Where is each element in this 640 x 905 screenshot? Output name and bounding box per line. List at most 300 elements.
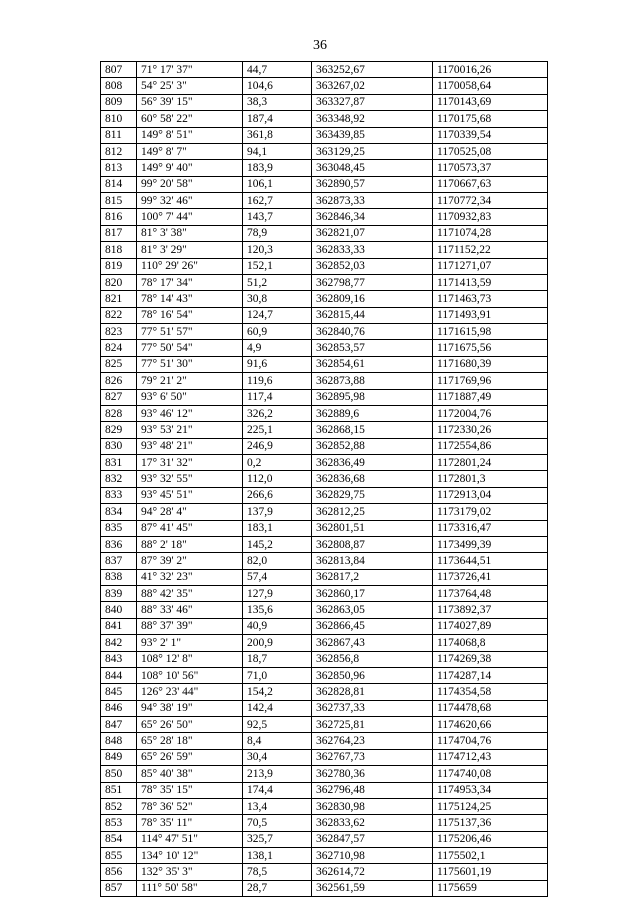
point-number-cell: 844	[101, 667, 137, 683]
distance-cell: 143,7	[243, 209, 312, 225]
distance-cell: 4,9	[243, 340, 312, 356]
x-coordinate-cell: 362868,15	[312, 422, 433, 438]
angle-cell: 126° 23' 44"	[137, 684, 243, 700]
point-number-cell: 825	[101, 356, 137, 372]
y-coordinate-cell: 1172554,86	[433, 438, 548, 454]
angle-cell: 78° 35' 15"	[137, 782, 243, 798]
table-row	[101, 242, 548, 258]
distance-cell: 78,9	[243, 225, 312, 241]
point-number-cell: 807	[101, 62, 137, 78]
distance-cell: 183,1	[243, 520, 312, 536]
point-number-cell: 810	[101, 111, 137, 127]
x-coordinate-cell: 362725,81	[312, 717, 433, 733]
table-row	[101, 422, 548, 438]
point-number-cell: 834	[101, 504, 137, 520]
point-number-cell: 814	[101, 176, 137, 192]
page-number: 36	[313, 38, 327, 53]
x-coordinate-cell: 362895,98	[312, 389, 433, 405]
y-coordinate-cell: 1173644,51	[433, 553, 548, 569]
point-number-cell: 846	[101, 700, 137, 716]
y-coordinate-cell: 1171271,07	[433, 258, 548, 274]
distance-cell: 138,1	[243, 848, 312, 864]
point-number-cell: 845	[101, 684, 137, 700]
distance-cell: 60,9	[243, 324, 312, 340]
distance-cell: 127,9	[243, 586, 312, 602]
x-coordinate-cell: 362890,57	[312, 176, 433, 192]
distance-cell: 187,4	[243, 111, 312, 127]
y-coordinate-cell: 1171769,96	[433, 373, 548, 389]
angle-cell: 65° 26' 59"	[137, 749, 243, 765]
x-coordinate-cell: 362854,61	[312, 356, 433, 372]
point-number-cell: 853	[101, 815, 137, 831]
point-number-cell: 833	[101, 487, 137, 503]
distance-cell: 30,8	[243, 291, 312, 307]
y-coordinate-cell: 1172330,26	[433, 422, 548, 438]
distance-cell: 38,3	[243, 94, 312, 110]
table-row	[101, 831, 548, 847]
distance-cell: 183,9	[243, 160, 312, 176]
angle-cell: 88° 37' 39"	[137, 618, 243, 634]
point-number-cell: 809	[101, 94, 137, 110]
angle-cell: 78° 36' 52"	[137, 798, 243, 814]
angle-cell: 88° 2' 18"	[137, 536, 243, 552]
table-row	[101, 209, 548, 225]
angle-cell: 149° 8' 51"	[137, 127, 243, 143]
y-coordinate-cell: 1173726,41	[433, 569, 548, 585]
distance-cell: 70,5	[243, 815, 312, 831]
angle-cell: 41° 32' 23"	[137, 569, 243, 585]
distance-cell: 145,2	[243, 536, 312, 552]
y-coordinate-cell: 1174027,89	[433, 618, 548, 634]
table-row	[101, 291, 548, 307]
point-number-cell: 830	[101, 438, 137, 454]
y-coordinate-cell: 1174478,68	[433, 700, 548, 716]
point-number-cell: 848	[101, 733, 137, 749]
table-row	[101, 717, 548, 733]
table-row	[101, 520, 548, 536]
angle-cell: 108° 10' 56"	[137, 667, 243, 683]
distance-cell: 119,6	[243, 373, 312, 389]
y-coordinate-cell: 1173316,47	[433, 520, 548, 536]
table-row	[101, 307, 548, 323]
y-coordinate-cell: 1173892,37	[433, 602, 548, 618]
x-coordinate-cell: 362836,68	[312, 471, 433, 487]
distance-cell: 135,6	[243, 602, 312, 618]
x-coordinate-cell: 363048,45	[312, 160, 433, 176]
point-number-cell: 855	[101, 848, 137, 864]
x-coordinate-cell: 362863,05	[312, 602, 433, 618]
angle-cell: 149° 8' 7"	[137, 143, 243, 159]
point-number-cell: 836	[101, 536, 137, 552]
table-row	[101, 258, 548, 274]
y-coordinate-cell: 1170339,54	[433, 127, 548, 143]
distance-cell: 78,5	[243, 864, 312, 880]
angle-cell: 87° 39' 2"	[137, 553, 243, 569]
point-number-cell: 817	[101, 225, 137, 241]
y-coordinate-cell: 1171615,98	[433, 324, 548, 340]
angle-cell: 114° 47' 51"	[137, 831, 243, 847]
distance-cell: 13,4	[243, 798, 312, 814]
y-coordinate-cell: 1172913,04	[433, 487, 548, 503]
point-number-cell: 837	[101, 553, 137, 569]
table-row	[101, 438, 548, 454]
distance-cell: 137,9	[243, 504, 312, 520]
x-coordinate-cell: 362764,23	[312, 733, 433, 749]
point-number-cell: 829	[101, 422, 137, 438]
distance-cell: 154,2	[243, 684, 312, 700]
angle-cell: 134° 10' 12"	[137, 848, 243, 864]
table-row	[101, 766, 548, 782]
table-row	[101, 635, 548, 651]
y-coordinate-cell: 1171680,39	[433, 356, 548, 372]
distance-cell: 106,1	[243, 176, 312, 192]
distance-cell: 44,7	[243, 62, 312, 78]
point-number-cell: 820	[101, 274, 137, 290]
point-number-cell: 821	[101, 291, 137, 307]
table-row	[101, 848, 548, 864]
x-coordinate-cell: 362846,34	[312, 209, 433, 225]
angle-cell: 77° 50' 54"	[137, 340, 243, 356]
x-coordinate-cell: 362710,98	[312, 848, 433, 864]
distance-cell: 142,4	[243, 700, 312, 716]
y-coordinate-cell: 1172004,76	[433, 405, 548, 421]
distance-cell: 246,9	[243, 438, 312, 454]
angle-cell: 93° 48' 21"	[137, 438, 243, 454]
x-coordinate-cell: 362853,57	[312, 340, 433, 356]
angle-cell: 94° 28' 4"	[137, 504, 243, 520]
angle-cell: 65° 28' 18"	[137, 733, 243, 749]
table-row	[101, 471, 548, 487]
angle-cell: 85° 40' 38"	[137, 766, 243, 782]
x-coordinate-cell: 362840,76	[312, 324, 433, 340]
table-row	[101, 684, 548, 700]
distance-cell: 124,7	[243, 307, 312, 323]
x-coordinate-cell: 363327,87	[312, 94, 433, 110]
distance-cell: 8,4	[243, 733, 312, 749]
x-coordinate-cell: 362829,75	[312, 487, 433, 503]
x-coordinate-cell: 363267,02	[312, 78, 433, 94]
x-coordinate-cell: 362614,72	[312, 864, 433, 880]
point-number-cell: 857	[101, 880, 137, 896]
y-coordinate-cell: 1175659	[433, 880, 548, 896]
y-coordinate-cell: 1170016,26	[433, 62, 548, 78]
x-coordinate-cell: 362561,59	[312, 880, 433, 896]
distance-cell: 200,9	[243, 635, 312, 651]
table-row	[101, 504, 548, 520]
distance-cell: 120,3	[243, 242, 312, 258]
table-row	[101, 356, 548, 372]
y-coordinate-cell: 1174354,58	[433, 684, 548, 700]
y-coordinate-cell: 1175206,46	[433, 831, 548, 847]
x-coordinate-cell: 362856,8	[312, 651, 433, 667]
y-coordinate-cell: 1175601,19	[433, 864, 548, 880]
distance-cell: 92,5	[243, 717, 312, 733]
point-number-cell: 842	[101, 635, 137, 651]
angle-cell: 56° 39' 15"	[137, 94, 243, 110]
angle-cell: 93° 53' 21"	[137, 422, 243, 438]
point-number-cell: 850	[101, 766, 137, 782]
table-row	[101, 602, 548, 618]
distance-cell: 117,4	[243, 389, 312, 405]
x-coordinate-cell: 363348,92	[312, 111, 433, 127]
x-coordinate-cell: 362873,33	[312, 193, 433, 209]
distance-cell: 326,2	[243, 405, 312, 421]
x-coordinate-cell: 362809,16	[312, 291, 433, 307]
angle-cell: 94° 38' 19"	[137, 700, 243, 716]
x-coordinate-cell: 362828,81	[312, 684, 433, 700]
x-coordinate-cell: 362780,36	[312, 766, 433, 782]
x-coordinate-cell: 362836,49	[312, 455, 433, 471]
point-number-cell: 843	[101, 651, 137, 667]
angle-cell: 79° 21' 2"	[137, 373, 243, 389]
x-coordinate-cell: 362833,62	[312, 815, 433, 831]
y-coordinate-cell: 1170058,64	[433, 78, 548, 94]
y-coordinate-cell: 1171413,59	[433, 274, 548, 290]
point-number-cell: 808	[101, 78, 137, 94]
x-coordinate-cell: 362867,43	[312, 635, 433, 651]
table-row	[101, 569, 548, 585]
table-row	[101, 225, 548, 241]
y-coordinate-cell: 1170667,63	[433, 176, 548, 192]
table-row	[101, 733, 548, 749]
angle-cell: 93° 32' 55"	[137, 471, 243, 487]
point-number-cell: 839	[101, 586, 137, 602]
x-coordinate-cell: 362833,33	[312, 242, 433, 258]
angle-cell: 81° 3' 29"	[137, 242, 243, 258]
y-coordinate-cell: 1174620,66	[433, 717, 548, 733]
y-coordinate-cell: 1175124,25	[433, 798, 548, 814]
y-coordinate-cell: 1170932,83	[433, 209, 548, 225]
angle-cell: 78° 16' 54"	[137, 307, 243, 323]
angle-cell: 99° 20' 58"	[137, 176, 243, 192]
angle-cell: 93° 45' 51"	[137, 487, 243, 503]
table-row	[101, 798, 548, 814]
angle-cell: 149° 9' 40"	[137, 160, 243, 176]
table-row	[101, 373, 548, 389]
x-coordinate-cell: 363439,85	[312, 127, 433, 143]
coordinates-table	[100, 61, 548, 897]
distance-cell: 40,9	[243, 618, 312, 634]
angle-cell: 108° 12' 8"	[137, 651, 243, 667]
angle-cell: 132° 35' 3"	[137, 864, 243, 880]
y-coordinate-cell: 1171675,56	[433, 340, 548, 356]
y-coordinate-cell: 1173764,48	[433, 586, 548, 602]
angle-cell: 88° 33' 46"	[137, 602, 243, 618]
table-row	[101, 111, 548, 127]
point-number-cell: 847	[101, 717, 137, 733]
table-row	[101, 62, 548, 78]
x-coordinate-cell: 363252,67	[312, 62, 433, 78]
x-coordinate-cell: 362801,51	[312, 520, 433, 536]
distance-cell: 94,1	[243, 143, 312, 159]
table-row	[101, 487, 548, 503]
y-coordinate-cell: 1170772,34	[433, 193, 548, 209]
table-row	[101, 340, 548, 356]
angle-cell: 100° 7' 44"	[137, 209, 243, 225]
x-coordinate-cell: 362873,88	[312, 373, 433, 389]
point-number-cell: 827	[101, 389, 137, 405]
x-coordinate-cell: 362798,77	[312, 274, 433, 290]
angle-cell: 78° 14' 43"	[137, 291, 243, 307]
distance-cell: 225,1	[243, 422, 312, 438]
x-coordinate-cell: 362767,73	[312, 749, 433, 765]
distance-cell: 104,6	[243, 78, 312, 94]
distance-cell: 82,0	[243, 553, 312, 569]
distance-cell: 213,9	[243, 766, 312, 782]
y-coordinate-cell: 1171074,28	[433, 225, 548, 241]
x-coordinate-cell: 362821,07	[312, 225, 433, 241]
y-coordinate-cell: 1174740,08	[433, 766, 548, 782]
point-number-cell: 849	[101, 749, 137, 765]
x-coordinate-cell: 362812,25	[312, 504, 433, 520]
angle-cell: 60° 58' 22"	[137, 111, 243, 127]
y-coordinate-cell: 1170525,08	[433, 143, 548, 159]
distance-cell: 71,0	[243, 667, 312, 683]
point-number-cell: 815	[101, 193, 137, 209]
table-row	[101, 176, 548, 192]
point-number-cell: 852	[101, 798, 137, 814]
point-number-cell: 819	[101, 258, 137, 274]
y-coordinate-cell: 1171493,91	[433, 307, 548, 323]
angle-cell: 110° 29' 26"	[137, 258, 243, 274]
angle-cell: 88° 42' 35"	[137, 586, 243, 602]
angle-cell: 93° 2' 1"	[137, 635, 243, 651]
point-number-cell: 840	[101, 602, 137, 618]
x-coordinate-cell: 362796,48	[312, 782, 433, 798]
table-row	[101, 700, 548, 716]
table-row	[101, 749, 548, 765]
table-row	[101, 586, 548, 602]
y-coordinate-cell: 1174953,34	[433, 782, 548, 798]
point-number-cell: 813	[101, 160, 137, 176]
table-row	[101, 94, 548, 110]
x-coordinate-cell: 362866,45	[312, 618, 433, 634]
point-number-cell: 856	[101, 864, 137, 880]
table-row	[101, 651, 548, 667]
table-row	[101, 864, 548, 880]
point-number-cell: 854	[101, 831, 137, 847]
point-number-cell: 812	[101, 143, 137, 159]
x-coordinate-cell: 362808,87	[312, 536, 433, 552]
angle-cell: 81° 3' 38"	[137, 225, 243, 241]
table-row	[101, 536, 548, 552]
point-number-cell: 816	[101, 209, 137, 225]
point-number-cell: 811	[101, 127, 137, 143]
distance-cell: 0,2	[243, 455, 312, 471]
distance-cell: 28,7	[243, 880, 312, 896]
table-row	[101, 143, 548, 159]
table-row	[101, 880, 548, 896]
distance-cell: 152,1	[243, 258, 312, 274]
point-number-cell: 832	[101, 471, 137, 487]
angle-cell: 87° 41' 45"	[137, 520, 243, 536]
table-row	[101, 815, 548, 831]
y-coordinate-cell: 1174068,8	[433, 635, 548, 651]
point-number-cell: 831	[101, 455, 137, 471]
y-coordinate-cell: 1170175,68	[433, 111, 548, 127]
x-coordinate-cell: 362817,2	[312, 569, 433, 585]
point-number-cell: 835	[101, 520, 137, 536]
angle-cell: 17° 31' 32"	[137, 455, 243, 471]
table-row	[101, 324, 548, 340]
point-number-cell: 828	[101, 405, 137, 421]
table-row	[101, 389, 548, 405]
point-number-cell: 818	[101, 242, 137, 258]
x-coordinate-cell: 362852,88	[312, 438, 433, 454]
angle-cell: 65° 26' 50"	[137, 717, 243, 733]
point-number-cell: 822	[101, 307, 137, 323]
table-row	[101, 782, 548, 798]
angle-cell: 93° 6' 50"	[137, 389, 243, 405]
y-coordinate-cell: 1170143,69	[433, 94, 548, 110]
table-row	[101, 553, 548, 569]
x-coordinate-cell: 362847,57	[312, 831, 433, 847]
distance-cell: 361,8	[243, 127, 312, 143]
angle-cell: 54° 25' 3"	[137, 78, 243, 94]
y-coordinate-cell: 1172801,24	[433, 455, 548, 471]
y-coordinate-cell: 1172801,3	[433, 471, 548, 487]
table-row	[101, 160, 548, 176]
point-number-cell: 841	[101, 618, 137, 634]
x-coordinate-cell: 362737,33	[312, 700, 433, 716]
x-coordinate-cell: 362830,98	[312, 798, 433, 814]
point-number-cell: 851	[101, 782, 137, 798]
angle-cell: 111° 50' 58"	[137, 880, 243, 896]
table-row	[101, 405, 548, 421]
angle-cell: 71° 17' 37"	[137, 62, 243, 78]
y-coordinate-cell: 1171887,49	[433, 389, 548, 405]
point-number-cell: 838	[101, 569, 137, 585]
table-row	[101, 274, 548, 290]
angle-cell: 99° 32' 46"	[137, 193, 243, 209]
point-number-cell: 824	[101, 340, 137, 356]
x-coordinate-cell: 362850,96	[312, 667, 433, 683]
y-coordinate-cell: 1171152,22	[433, 242, 548, 258]
y-coordinate-cell: 1174704,76	[433, 733, 548, 749]
table-row	[101, 667, 548, 683]
angle-cell: 77° 51' 30"	[137, 356, 243, 372]
y-coordinate-cell: 1173499,39	[433, 536, 548, 552]
x-coordinate-cell: 362815,44	[312, 307, 433, 323]
y-coordinate-cell: 1174269,38	[433, 651, 548, 667]
distance-cell: 51,2	[243, 274, 312, 290]
table-row	[101, 78, 548, 94]
angle-cell: 93° 46' 12"	[137, 405, 243, 421]
table-row	[101, 127, 548, 143]
x-coordinate-cell: 362813,84	[312, 553, 433, 569]
y-coordinate-cell: 1175502,1	[433, 848, 548, 864]
angle-cell: 77° 51' 57"	[137, 324, 243, 340]
distance-cell: 18,7	[243, 651, 312, 667]
distance-cell: 266,6	[243, 487, 312, 503]
distance-cell: 162,7	[243, 193, 312, 209]
y-coordinate-cell: 1174712,43	[433, 749, 548, 765]
distance-cell: 325,7	[243, 831, 312, 847]
distance-cell: 174,4	[243, 782, 312, 798]
x-coordinate-cell: 362889,6	[312, 405, 433, 421]
coordinates-table-body	[101, 62, 548, 897]
y-coordinate-cell: 1171463,73	[433, 291, 548, 307]
y-coordinate-cell: 1174287,14	[433, 667, 548, 683]
point-number-cell: 823	[101, 324, 137, 340]
distance-cell: 30,4	[243, 749, 312, 765]
angle-cell: 78° 35' 11"	[137, 815, 243, 831]
table-row	[101, 618, 548, 634]
angle-cell: 78° 17' 34"	[137, 274, 243, 290]
x-coordinate-cell: 363129,25	[312, 143, 433, 159]
distance-cell: 112,0	[243, 471, 312, 487]
x-coordinate-cell: 362852,03	[312, 258, 433, 274]
